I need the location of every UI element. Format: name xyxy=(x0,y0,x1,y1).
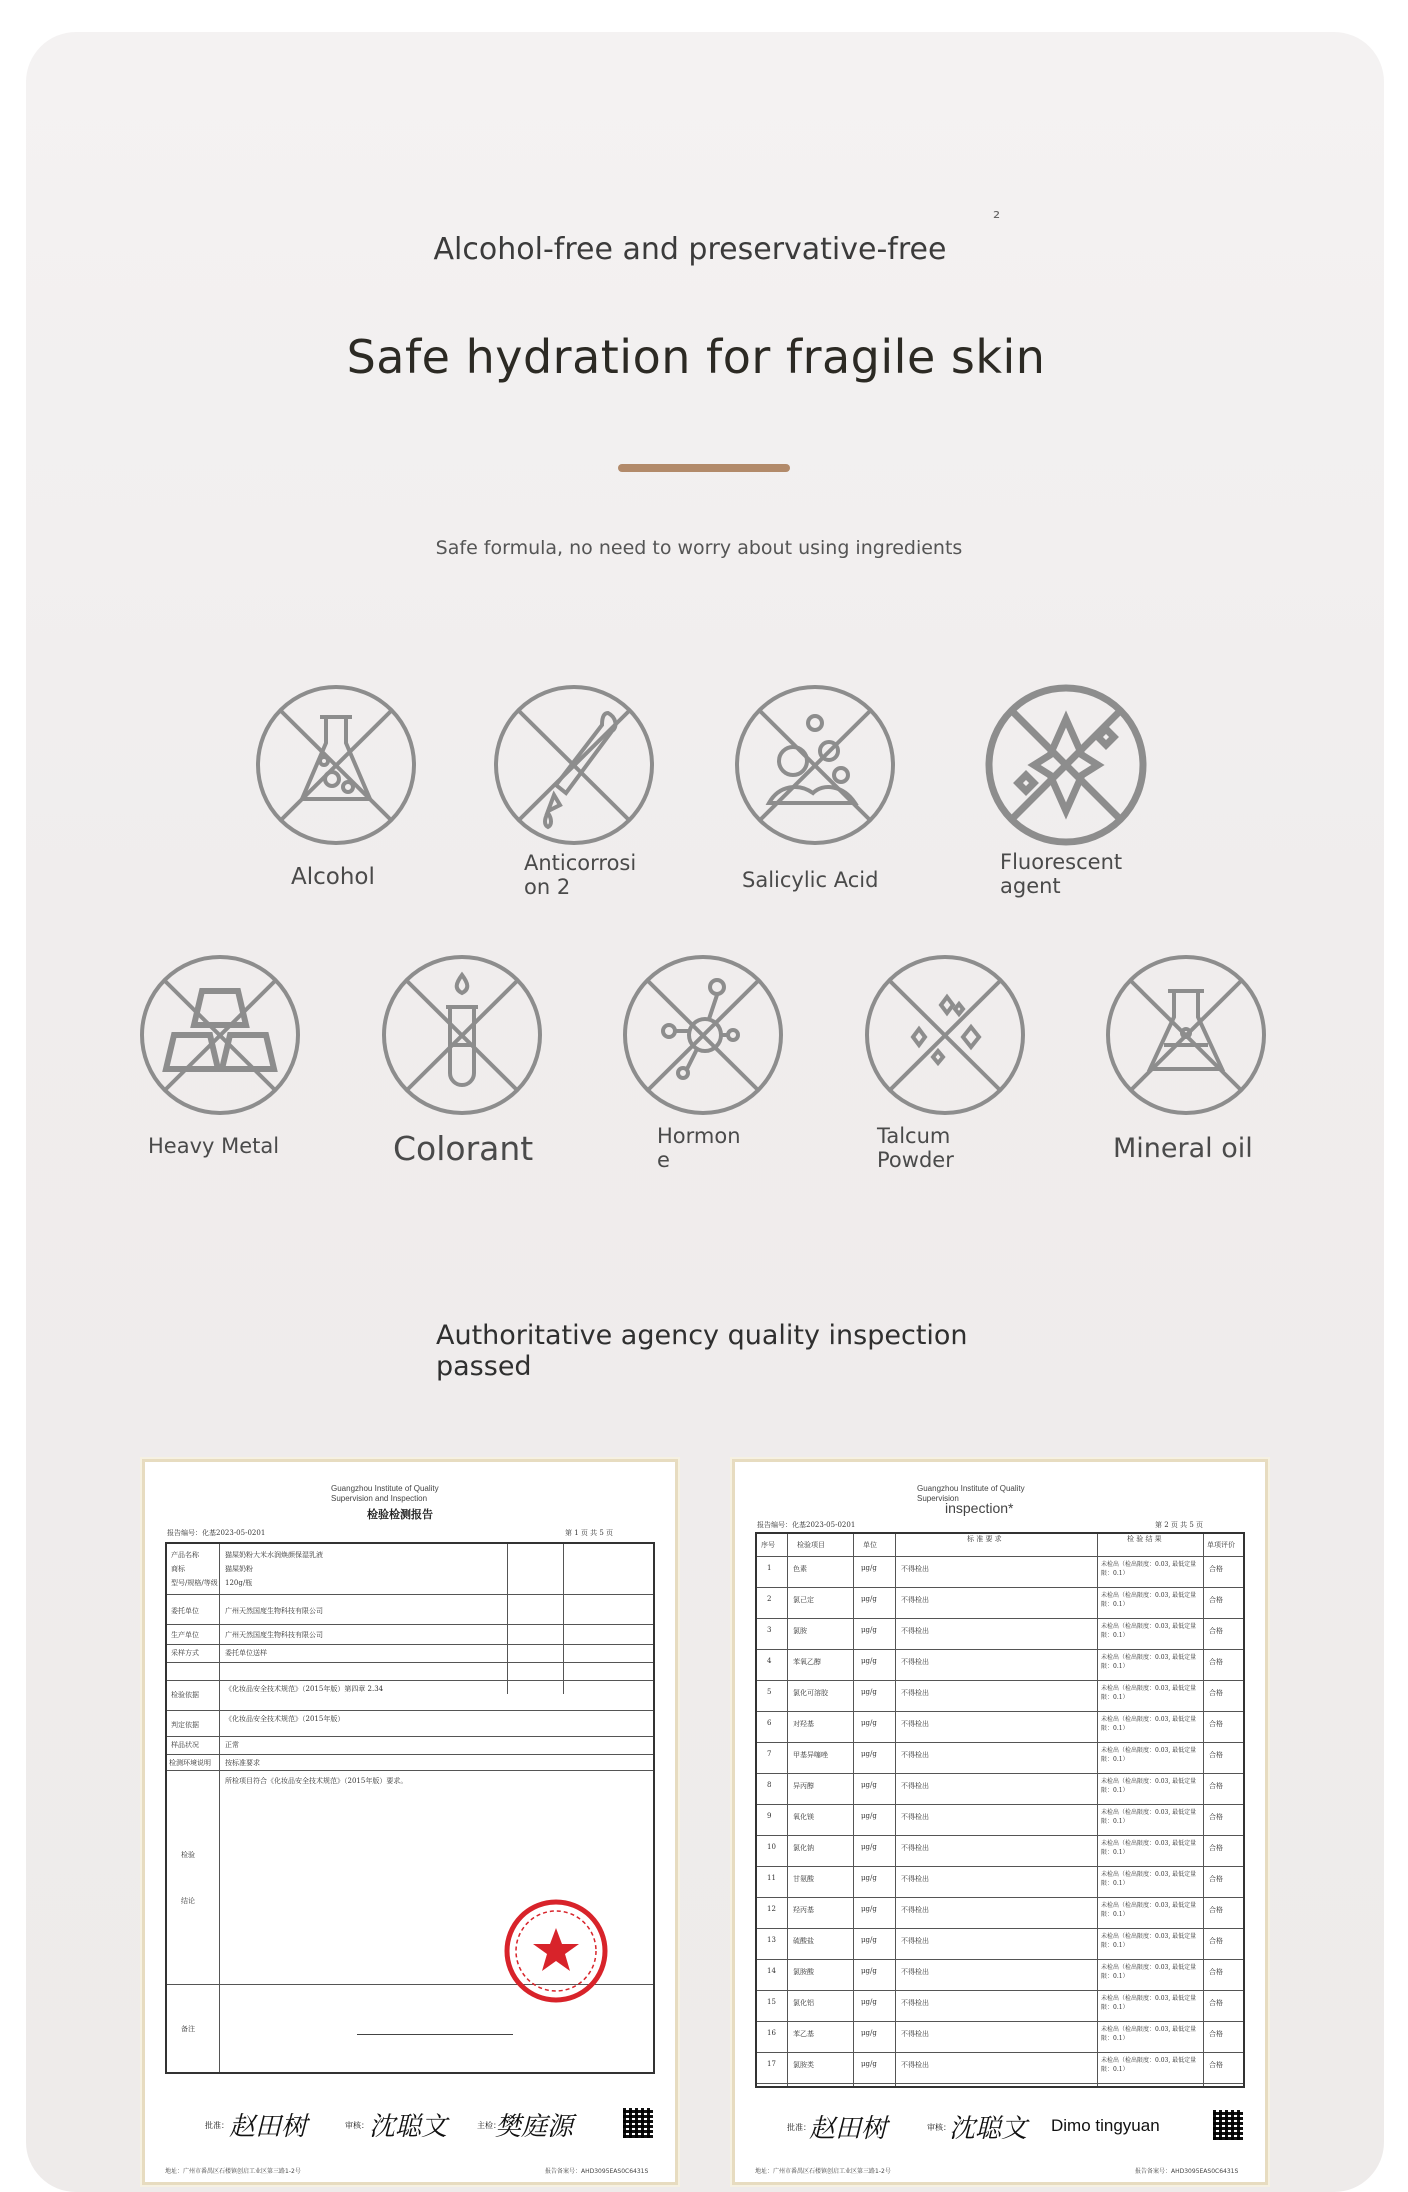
table-row-divider xyxy=(757,1866,1243,1867)
table-row-divider xyxy=(757,1897,1243,1898)
item-unit: μg/g xyxy=(861,1750,877,1758)
row-index: 2 xyxy=(767,1595,772,1603)
inspector-signature: 樊庭源 xyxy=(495,2112,574,2142)
item-name: 氯己定 xyxy=(793,1596,814,1604)
column-header: 单项评价 xyxy=(1207,1541,1235,1549)
results-table xyxy=(755,1532,1245,2088)
free-from-label-fluorescent: Fluorescent agent xyxy=(1000,850,1123,899)
row-index: 11 xyxy=(767,1874,776,1882)
free-from-label-alcohol: Alcohol xyxy=(291,864,375,890)
molecule-icon xyxy=(621,953,785,1117)
row-label: 型号/规格/等级 xyxy=(171,1579,218,1587)
row-label: 样品状况 xyxy=(171,1741,199,1749)
page-headline: Safe hydration for fragile skin xyxy=(346,330,1046,384)
item-requirement: 不得检出 xyxy=(901,1906,929,1914)
item-requirement: 不得检出 xyxy=(901,1782,929,1790)
row-label: 备注 xyxy=(181,2025,195,2033)
free-from-label-heavy-metal: Heavy Metal xyxy=(148,1134,280,1158)
item-name: 硫酸盐 xyxy=(793,1937,814,1945)
item-result: 未检出（检出限度：0.03, 最低定量限：0.1） xyxy=(1101,1561,1197,1577)
free-from-label-talcum: Talcum Powder xyxy=(877,1124,954,1173)
item-name: 异丙醇 xyxy=(793,1782,814,1790)
item-result: 未检出（检出限度：0.03, 最低定量限：0.1） xyxy=(1101,1809,1197,1825)
report-number: 报告编号：化基2023-05-0201 xyxy=(167,1529,266,1537)
item-name: 氯胺酸 xyxy=(793,1968,814,1976)
cell-value: 猫屎奶粉 xyxy=(225,1565,253,1573)
institute-name: Guangzhou Institute of Quality Supervision xyxy=(917,1484,1025,1503)
item-verdict: 合格 xyxy=(1209,1906,1223,1914)
row-label: 检验 xyxy=(181,1851,195,1859)
column-header: 检 验 结 果 xyxy=(1127,1535,1162,1543)
row-label: 结论 xyxy=(181,1897,195,1905)
item-verdict: 合格 xyxy=(1209,1782,1223,1790)
item-result: 未检出（检出限度：0.03, 最低定量限：0.1） xyxy=(1101,1871,1197,1887)
institute-name: Guangzhou Institute of Quality Supervision and Inspection xyxy=(331,1484,439,1503)
item-verdict: 合格 xyxy=(1209,1937,1223,1945)
item-result: 未检出（检出限度：0.03, 最低定量限：0.1） xyxy=(1101,1716,1197,1732)
free-from-label-colorant: Colorant xyxy=(393,1129,534,1168)
item-result: 未检出（检出限度：0.03, 最低定量限：0.1） xyxy=(1101,1654,1197,1670)
cell-value: 《化妆品安全技术规范》（2015年版） xyxy=(225,1715,345,1723)
cell-value: 正常 xyxy=(225,1741,239,1749)
free-from-label-anticorrosion: Anticorrosi on 2 xyxy=(524,851,637,900)
row-index: 12 xyxy=(767,1905,776,1913)
eyebrow-text: Alcohol-free and preservative-free xyxy=(433,232,947,267)
qr-code-icon xyxy=(623,2108,653,2138)
item-verdict: 合格 xyxy=(1209,1596,1223,1604)
table-row-divider xyxy=(757,1680,1243,1681)
item-unit: μg/g xyxy=(861,1812,877,1820)
table-row-divider xyxy=(757,1649,1243,1650)
inspection-report-page-1 xyxy=(142,1459,678,2185)
report-number: 报告编号：化基2023-05-0201 xyxy=(757,1521,856,1529)
row-index: 3 xyxy=(767,1626,772,1634)
item-unit: μg/g xyxy=(861,1781,877,1789)
item-result: 未检出（检出限度：0.03, 最低定量限：0.1） xyxy=(1101,1964,1197,1980)
item-verdict: 合格 xyxy=(1209,1565,1223,1573)
approver-signature: 赵田树 xyxy=(809,2114,888,2144)
item-name: 氯胺类 xyxy=(793,2061,814,2069)
table-row-divider xyxy=(757,2021,1243,2022)
bubbles-icon xyxy=(733,683,897,847)
item-result: 未检出（检出限度：0.03, 最低定量限：0.1） xyxy=(1101,2057,1197,2073)
item-requirement: 不得检出 xyxy=(901,2030,929,2038)
item-verdict: 合格 xyxy=(1209,1875,1223,1883)
item-verdict: 合格 xyxy=(1209,1689,1223,1697)
item-name: 氯化铝 xyxy=(793,1999,814,2007)
dropper-icon xyxy=(492,683,656,847)
item-verdict: 合格 xyxy=(1209,1751,1223,1759)
item-verdict: 合格 xyxy=(1209,1813,1223,1821)
row-index: 17 xyxy=(767,2060,776,2068)
item-requirement: 不得检出 xyxy=(901,1720,929,1728)
item-unit: μg/g xyxy=(861,1874,877,1882)
inspector-label: 主检： xyxy=(477,2121,501,2130)
item-name: 氯化钠 xyxy=(793,1844,814,1852)
reviewer-label: 审核： xyxy=(927,2123,951,2132)
table-row-divider xyxy=(757,1990,1243,1991)
item-requirement: 不得检出 xyxy=(901,1751,929,1759)
item-unit: μg/g xyxy=(861,2029,877,2037)
item-requirement: 不得检出 xyxy=(901,1937,929,1945)
report-footer-id: 报告备案号：AHD3095EAS0C6431S xyxy=(545,2168,649,2175)
column-header: 序号 xyxy=(761,1541,775,1549)
table-row-divider xyxy=(757,1587,1243,1588)
inspection-title: Authoritative agency quality inspection passed xyxy=(436,1320,968,1383)
cell-value: 广州天然国度生物科技有限公司 xyxy=(225,1631,323,1639)
item-result: 未检出（检出限度：0.03, 最低定量限：0.1） xyxy=(1101,1840,1197,1856)
row-label: 检测环境说明 xyxy=(169,1759,211,1767)
item-result: 未检出（检出限度：0.03, 最低定量限：0.1） xyxy=(1101,1592,1197,1608)
item-name: 氯化可溶胶 xyxy=(793,1689,828,1697)
row-label: 采样方式 xyxy=(171,1649,199,1657)
row-label: 检验依据 xyxy=(171,1691,199,1699)
table-row-divider xyxy=(757,1742,1243,1743)
item-unit: μg/g xyxy=(861,2060,877,2068)
row-label: 委托单位 xyxy=(171,1607,199,1615)
item-name: 色素 xyxy=(793,1565,807,1573)
row-index: 6 xyxy=(767,1719,772,1727)
item-requirement: 不得检出 xyxy=(901,1596,929,1604)
table-row-divider xyxy=(757,1835,1243,1836)
row-index: 14 xyxy=(767,1967,776,1975)
cell-value: 委托单位送样 xyxy=(225,1649,267,1657)
item-name: 氧化镁 xyxy=(793,1813,814,1821)
row-label: 商标 xyxy=(171,1565,185,1573)
table-row-divider xyxy=(757,1711,1243,1712)
item-name: 羟丙基 xyxy=(793,1906,814,1914)
item-requirement: 不得检出 xyxy=(901,2061,929,2069)
row-index: 8 xyxy=(767,1781,772,1789)
item-requirement: 不得检出 xyxy=(901,1658,929,1666)
item-unit: μg/g xyxy=(861,1688,877,1696)
approver-signature: 赵田树 xyxy=(229,2112,308,2142)
report-footer-id: 报告备案号：AHD3095EAS0C6431S xyxy=(1135,2168,1239,2175)
item-verdict: 合格 xyxy=(1209,1999,1223,2007)
item-requirement: 不得检出 xyxy=(901,1565,929,1573)
item-verdict: 合格 xyxy=(1209,1720,1223,1728)
item-requirement: 不得检出 xyxy=(901,1875,929,1883)
item-unit: μg/g xyxy=(861,1936,877,1944)
cell-value: 所检项目符合《化妆品安全技术规范》（2015年版）要求。 xyxy=(225,1777,408,1785)
item-unit: μg/g xyxy=(861,1905,877,1913)
item-verdict: 合格 xyxy=(1209,1844,1223,1852)
item-name: 氯胺 xyxy=(793,1627,807,1635)
item-verdict: 合格 xyxy=(1209,2030,1223,2038)
report-table xyxy=(165,1542,655,2074)
item-unit: μg/g xyxy=(861,1595,877,1603)
item-result: 未检出（检出限度：0.03, 最低定量限：0.1） xyxy=(1101,1902,1197,1918)
item-result: 未检出（检出限度：0.03, 最低定量限：0.1） xyxy=(1101,1933,1197,1949)
row-index: 5 xyxy=(767,1688,772,1696)
item-unit: μg/g xyxy=(861,1657,877,1665)
row-index: 4 xyxy=(767,1657,772,1665)
table-row-divider xyxy=(757,1804,1243,1805)
item-unit: μg/g xyxy=(861,1719,877,1727)
cell-value: 120g/瓶 xyxy=(225,1579,253,1587)
table-row-divider xyxy=(757,1773,1243,1774)
cell-value: 按标准要求 xyxy=(225,1759,260,1767)
row-index: 10 xyxy=(767,1843,776,1851)
item-unit: μg/g xyxy=(861,1967,877,1975)
item-name: 甲基异噻唑 xyxy=(793,1751,828,1759)
table-row-divider xyxy=(757,1959,1243,1960)
item-requirement: 不得检出 xyxy=(901,1999,929,2007)
item-result: 未检出（检出限度：0.03, 最低定量限：0.1） xyxy=(1101,1778,1197,1794)
sparkles-icon xyxy=(863,953,1027,1117)
item-unit: μg/g xyxy=(861,1564,877,1572)
row-index: 7 xyxy=(767,1750,772,1758)
row-index: 16 xyxy=(767,2029,776,2037)
approver-label: 批准： xyxy=(787,2123,811,2132)
item-result: 未检出（检出限度：0.03, 最低定量限：0.1） xyxy=(1101,2026,1197,2042)
row-label: 判定依据 xyxy=(171,1721,199,1729)
table-row-divider xyxy=(757,1618,1243,1619)
free-from-label-salicylic-acid: Salicylic Acid xyxy=(742,868,879,892)
row-label: 生产单位 xyxy=(171,1631,199,1639)
row-index: 13 xyxy=(767,1936,776,1944)
metal-ingots-icon xyxy=(138,953,302,1117)
item-result: 未检出（检出限度：0.03, 最低定量限：0.1） xyxy=(1101,1685,1197,1701)
free-from-label-hormone: Hormon e xyxy=(657,1124,741,1173)
inspection-overlay-text: inspection* xyxy=(945,1500,1014,1516)
signature-line xyxy=(357,2034,513,2035)
table-row-divider xyxy=(757,2052,1243,2053)
item-requirement: 不得检出 xyxy=(901,1689,929,1697)
item-unit: μg/g xyxy=(861,1626,877,1634)
item-result: 未检出（检出限度：0.03, 最低定量限：0.1） xyxy=(1101,1623,1197,1639)
item-verdict: 合格 xyxy=(1209,1968,1223,1976)
official-stamp-icon xyxy=(503,1898,609,2004)
cell-value: 猫屎奶粉大米水润焕颜保湿乳液 xyxy=(225,1551,323,1559)
signature-overlay-text: Dimo tingyuan xyxy=(1051,2116,1160,2135)
column-header: 标 准 要 求 xyxy=(967,1535,1002,1543)
row-index: 9 xyxy=(767,1812,772,1820)
row-index: 1 xyxy=(767,1564,772,1572)
item-requirement: 不得检出 xyxy=(901,1813,929,1821)
row-index: 15 xyxy=(767,1998,776,2006)
column-header: 单位 xyxy=(863,1541,877,1549)
item-verdict: 合格 xyxy=(1209,2061,1223,2069)
item-result: 未检出（检出限度：0.03, 最低定量限：0.1） xyxy=(1101,1747,1197,1763)
report-footer: 地址：广州市番禺区石楼镇创启工业区第三路1-2号 xyxy=(165,2168,301,2175)
item-requirement: 不得检出 xyxy=(901,1627,929,1635)
qr-code-icon xyxy=(1213,2110,1243,2140)
item-verdict: 合格 xyxy=(1209,1627,1223,1635)
beaker-icon xyxy=(1104,953,1268,1117)
item-name: 甘氨酸 xyxy=(793,1875,814,1883)
item-requirement: 不得检出 xyxy=(901,1844,929,1852)
item-unit: μg/g xyxy=(861,1998,877,2006)
table-row-divider xyxy=(757,2083,1243,2084)
accent-divider xyxy=(618,464,790,472)
item-result: 未检出（检出限度：0.03, 最低定量限：0.1） xyxy=(1101,1995,1197,2011)
approver-label: 批准： xyxy=(205,2121,229,2130)
item-requirement: 不得检出 xyxy=(901,1968,929,1976)
page-subtitle: Safe formula, no need to worry about using ingredients xyxy=(435,537,963,559)
reviewer-signature: 沈聪文 xyxy=(949,2114,1028,2144)
row-label: 产品名称 xyxy=(171,1551,199,1559)
test-tube-icon xyxy=(380,953,544,1117)
reviewer-signature: 沈聪文 xyxy=(369,2112,448,2142)
item-verdict: 合格 xyxy=(1209,1658,1223,1666)
free-from-label-mineral-oil: Mineral oil xyxy=(1113,1133,1253,1164)
item-unit: μg/g xyxy=(861,1843,877,1851)
cell-value: 广州天然国度生物科技有限公司 xyxy=(225,1607,323,1615)
report-title: 检验检测报告 xyxy=(367,1508,433,1521)
reviewer-label: 审核： xyxy=(345,2121,369,2130)
cell-value: 《化妆品安全技术规范》（2015年版）第四章 2.34 xyxy=(225,1685,384,1693)
column-header: 检验项目 xyxy=(797,1541,825,1549)
item-name: 苯氧乙醇 xyxy=(793,1658,821,1666)
report-footer: 地址：广州市番禺区石楼镇创启工业区第三路1-2号 xyxy=(755,2168,891,2175)
item-name: 对羟基 xyxy=(793,1720,814,1728)
page-number: 第 1 页 共 5 页 xyxy=(565,1529,614,1537)
inspection-report-page-2 xyxy=(732,1459,1268,2185)
flask-bubbles-icon xyxy=(254,683,418,847)
sparkle-diamond-icon xyxy=(984,683,1148,847)
table-row-divider xyxy=(757,1928,1243,1929)
page-number: 第 2 页 共 5 页 xyxy=(1155,1521,1204,1529)
item-name: 苯乙基 xyxy=(793,2030,814,2038)
decorative-mark: ² xyxy=(993,208,1001,229)
